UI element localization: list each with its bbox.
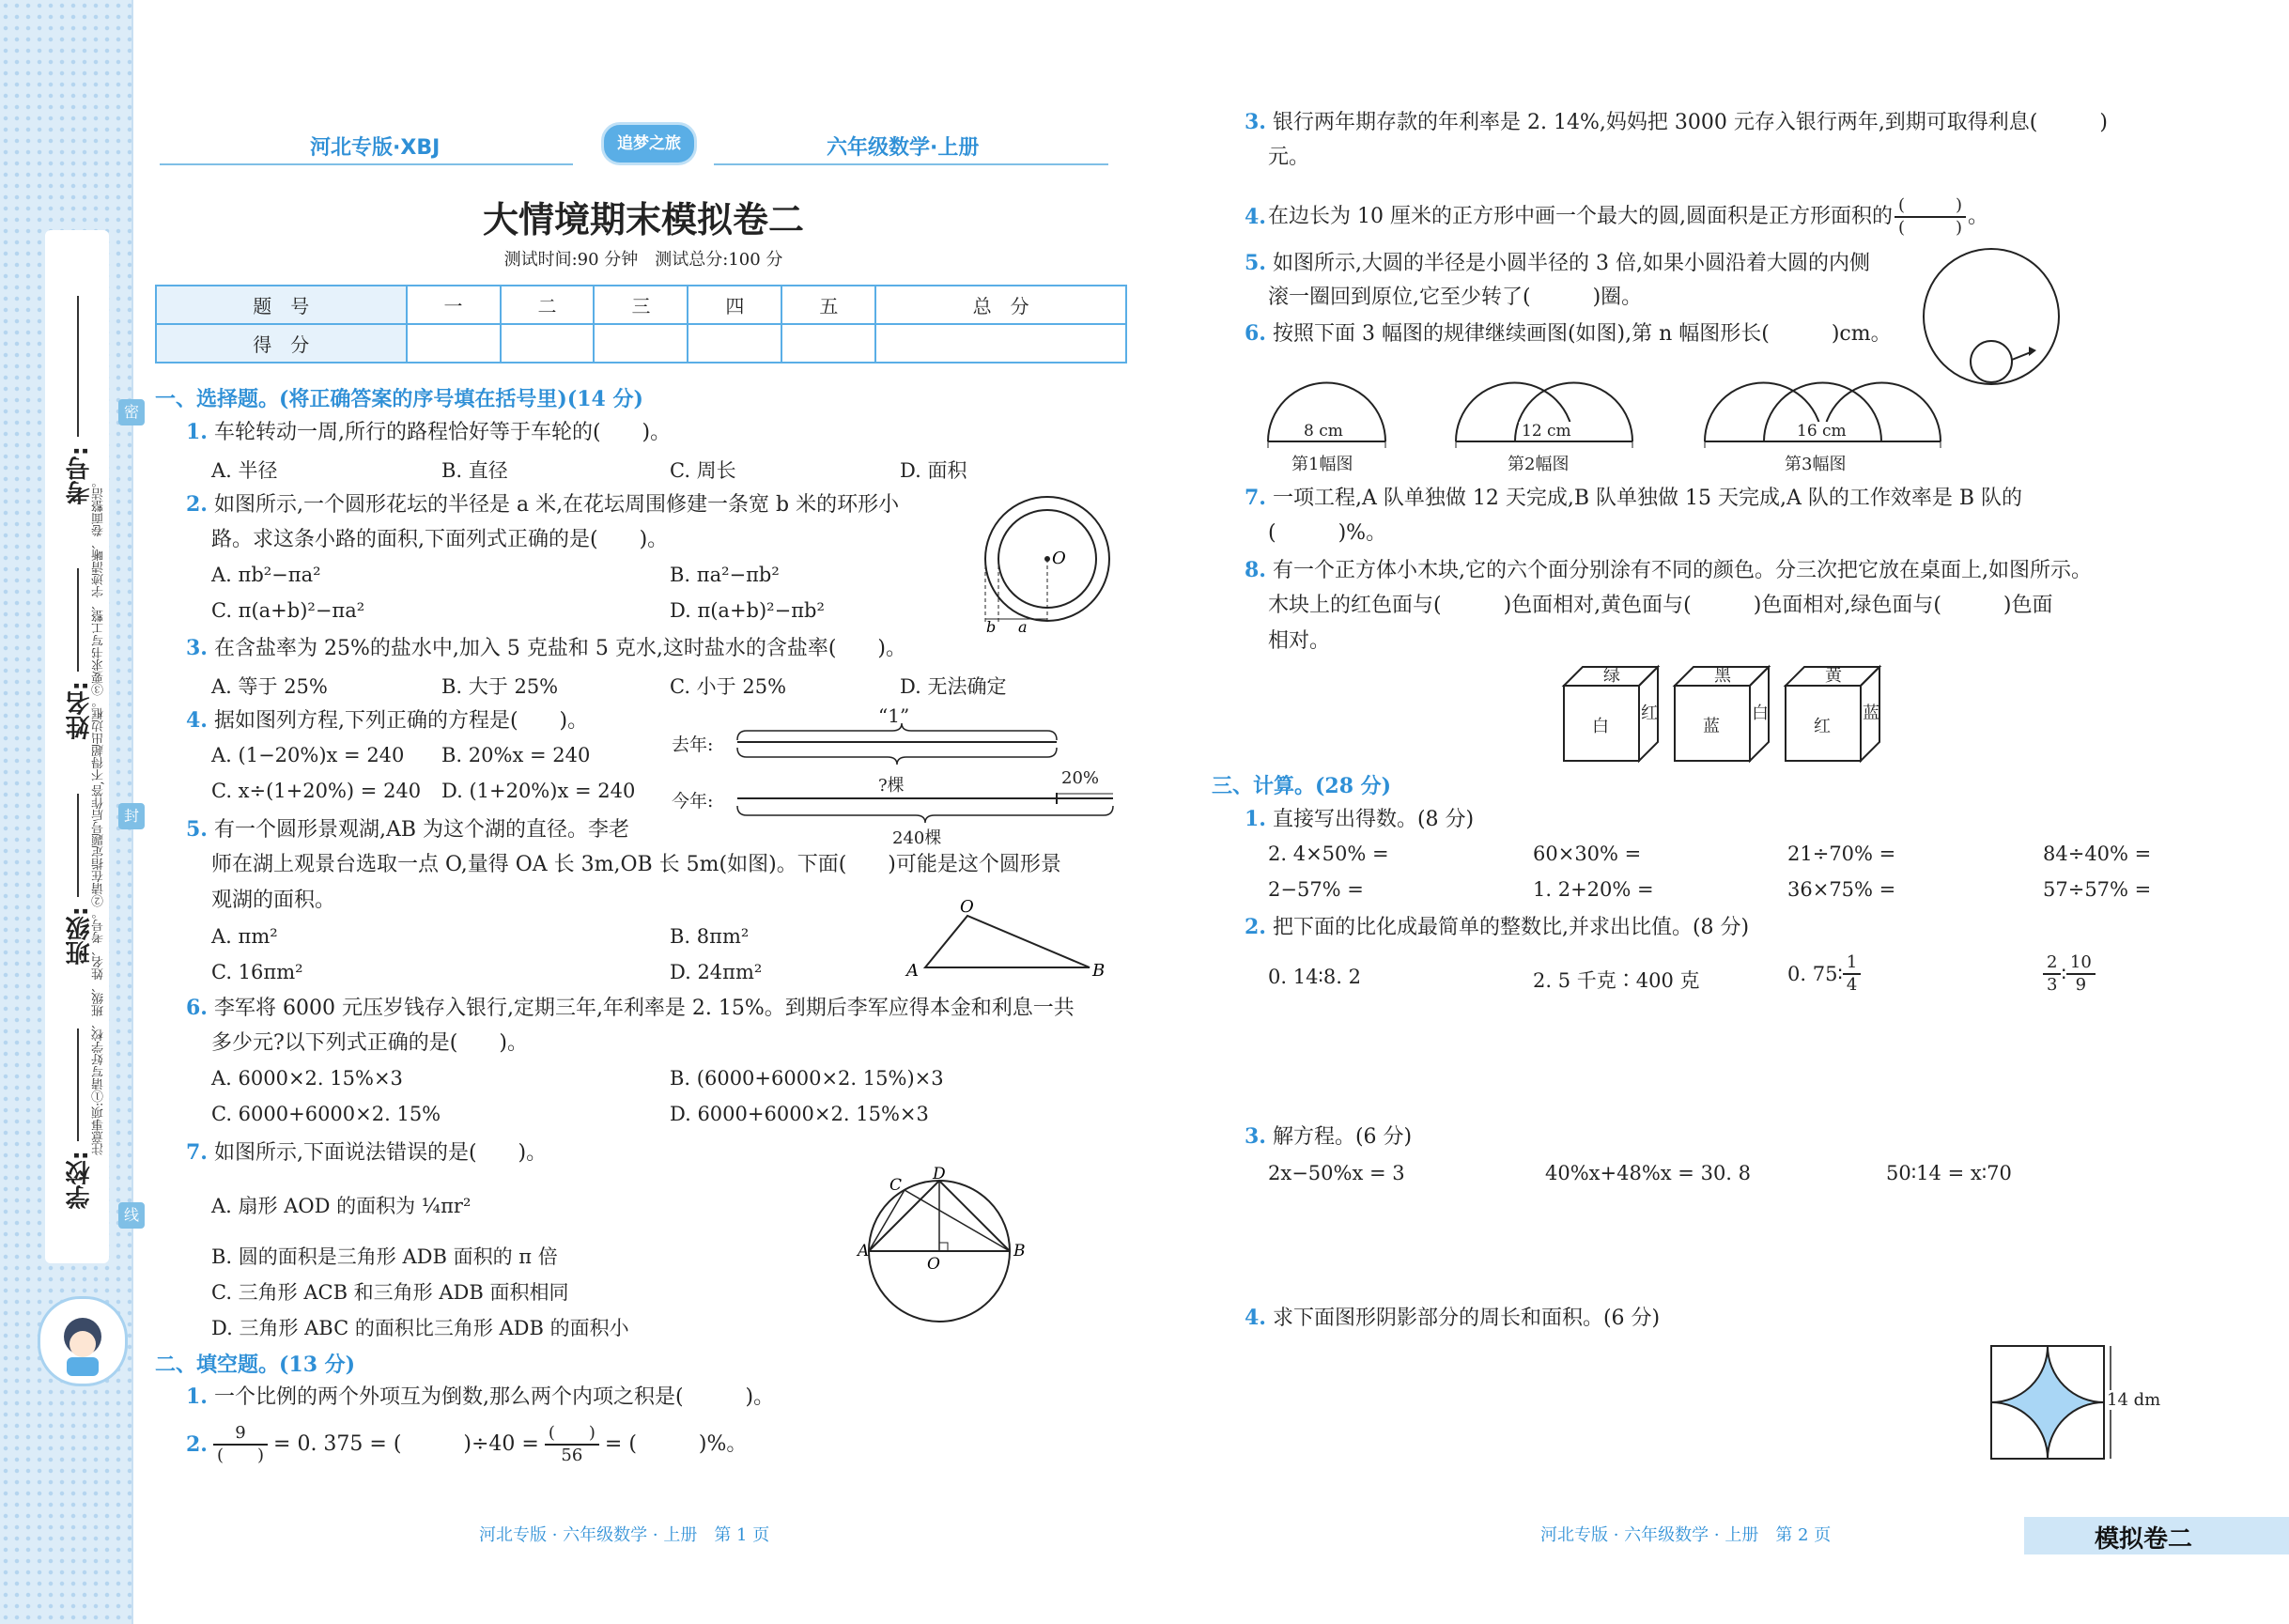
question-number: 3. (186, 636, 208, 660)
option-a[interactable]: A. πm² (211, 925, 278, 948)
school-field[interactable] (77, 1029, 79, 1141)
option-c[interactable]: C. 6000+6000×2. 15% (211, 1103, 441, 1125)
option-a[interactable]: A. (1−20%)x = 240 (211, 744, 405, 766)
fraction-answer[interactable] (1895, 195, 1966, 239)
option-b[interactable]: B. 大于 25% (441, 675, 559, 698)
question-text-cont: 元。 (1268, 146, 1310, 169)
denominator: 56 (561, 1446, 583, 1465)
numerator[interactable]: ( ) (545, 1423, 599, 1446)
paper-badge: 模拟卷二 (2095, 1525, 2193, 1554)
numerator: 10 (2066, 952, 2096, 975)
question-1-3 (186, 634, 906, 663)
header-rule-left (160, 163, 573, 165)
triangle-oab-diagram (902, 897, 1108, 982)
fig2-caption: 第2幅图 (1508, 455, 1570, 474)
question-text: 一个比例的两个外项互为倒数,那么两个内项之积是( )。 (213, 1385, 775, 1409)
option-a[interactable]: A. 扇形 AOD 的面积为 ¼πr² (211, 1195, 472, 1217)
denominator[interactable]: ( ) (1897, 218, 1962, 238)
calc-item: 2−57% = (1268, 878, 1364, 901)
option-b[interactable]: B. 20%x = 240 (441, 744, 591, 766)
name-field[interactable] (77, 568, 79, 672)
cube3-top: 黄 (1825, 666, 1842, 686)
option-b[interactable]: B. (6000+6000×2. 15%)×3 (670, 1067, 944, 1090)
svg-text:C: C (889, 1176, 903, 1195)
fraction (2066, 952, 2096, 996)
exam-no-field[interactable] (77, 296, 79, 437)
numerator[interactable]: ( ) (1895, 195, 1966, 218)
option-a[interactable]: A. πb²−πa² (211, 564, 321, 586)
option-b[interactable]: B. πa²−πb² (670, 564, 780, 586)
question-3-2 (1245, 913, 1749, 942)
option-a[interactable]: A. 等于 25% (211, 675, 328, 698)
question-text: 如图所示,一个圆形花坛的半径是 a 米,在花坛周围修建一条宽 b 米的环形小 (213, 493, 900, 517)
question-text: 直接写出得数。(8 分) (1272, 808, 1475, 831)
option-a[interactable]: A. 半径 (211, 459, 278, 482)
unknown-label: ?棵 (878, 776, 905, 796)
shaded-square-diagram (1987, 1341, 2118, 1463)
section-2-heading: 二、填空题。(13 分) (155, 1353, 356, 1377)
question-text: 把下面的比化成最简单的整数比,并求出比值。(8 分) (1272, 916, 1750, 939)
equation-item: 50∶14 = x∶70 (1886, 1162, 2012, 1184)
question-number: 4. (186, 708, 208, 733)
seal-feng: 封 (118, 803, 145, 829)
option-b[interactable]: B. 直径 (441, 459, 508, 482)
table-cell: 二 (501, 286, 595, 324)
denominator: 3 (2047, 975, 2058, 995)
question-text: 据如图列方程,下列正确的方程是( )。 (213, 709, 589, 733)
score-table-score-row (156, 324, 1126, 363)
footer-right: 河北专版 · 六年级数学 · 上册 第 2 页 (1540, 1525, 1832, 1545)
ratio-item (2043, 952, 2096, 996)
svg-text:B: B (1013, 1242, 1026, 1261)
question-number: 1. (1245, 807, 1266, 831)
question-text-cont: 滚一圈回到原位,它至少转了( )圈。 (1268, 286, 1643, 309)
equation-item: 2x−50%x = 3 (1268, 1162, 1405, 1184)
question-text: 李军将 6000 元压岁钱存入银行,定期三年,年利率是 2. 15%。到期后李军应得本金和利息一共 (213, 997, 1075, 1020)
question-3-1 (1245, 805, 1474, 834)
option-a[interactable]: A. 6000×2. 15%×3 (211, 1067, 403, 1090)
question-2-3 (1245, 108, 2108, 137)
grade-label: 六年级数学·上册 (827, 136, 980, 160)
option-d[interactable]: D. 6000+6000×2. 15%×3 (670, 1103, 929, 1125)
table-cell: 总 分 (875, 286, 1126, 324)
question-2-7 (1245, 484, 2022, 513)
seal-xian: 线 (118, 1202, 145, 1229)
question-2-1 (186, 1383, 774, 1412)
question-number: 7. (186, 1140, 208, 1165)
seal-mi: 密 (118, 399, 145, 425)
score-cell[interactable] (781, 324, 875, 363)
question-text-cont: 相对。 (1268, 629, 1331, 653)
table-cell: 一 (407, 286, 501, 324)
question-number: 1. (186, 420, 208, 444)
question-text: 。 (1968, 205, 1989, 228)
page-title: 大情境期末模拟卷二 (482, 199, 804, 240)
last-year-label: 去年: (672, 735, 714, 755)
question-text-cont: ( )%。 (1268, 521, 1387, 545)
mascot-icon (38, 1296, 128, 1386)
svg-text:O: O (1052, 549, 1066, 568)
page-subtitle: 测试时间:90 分钟 测试总分:100 分 (503, 250, 783, 270)
svg-text:O: O (960, 897, 974, 917)
question-text: 有一个正方体小木块,它的六个面分别涂有不同的颜色。分三次把它放在桌面上,如图所示。 (1272, 559, 2092, 582)
question-number: 8. (1245, 558, 1266, 582)
question-2-4 (1245, 195, 1988, 239)
exam-notes: 注意事项:①请写好学校、班级、姓名、考号。②请在指定题号后作答,不得超出边框。③要求书写工整、字迹清晰、卷面整洁。 (92, 475, 106, 1155)
cube3-front: 红 (1814, 717, 1831, 736)
numerator: 1 (1843, 952, 1861, 975)
question-text-cont: 多少元?以下列式正确的是( )。 (211, 1031, 528, 1055)
circle-triangle-diagram (858, 1165, 1029, 1329)
score-cell[interactable] (594, 324, 688, 363)
question-text: 银行两年期存款的年利率是 2. 14%,妈妈把 3000 元存入银行两年,到期可取得利息( ) (1272, 111, 2108, 134)
option-c[interactable]: C. 周长 (670, 459, 736, 482)
fraction (2043, 952, 2061, 996)
cube2-top: 黑 (1714, 666, 1731, 686)
score-table (155, 285, 1127, 363)
option-d[interactable]: D. 三角形 ABC 的面积比三角形 ADB 的面积小 (211, 1317, 629, 1339)
option-c[interactable]: C. 三角形 ACB 和三角形 ADB 面积相同 (211, 1281, 569, 1304)
calc-item: 84÷40% = (2043, 843, 2152, 865)
denominator: 4 (1846, 975, 1858, 995)
svg-text:D: D (933, 1165, 946, 1183)
dimension-label: 14 dm (2107, 1390, 2161, 1410)
question-text: 车轮转动一周,所行的路程恰好等于车轮的( )。 (213, 421, 672, 444)
question-number: 6. (1245, 321, 1266, 346)
question-3-3 (1245, 1122, 1412, 1152)
option-b[interactable]: B. 8πm² (670, 925, 750, 948)
question-2-6 (1245, 319, 1892, 348)
class-label: 班级: (66, 906, 94, 966)
question-text: 解方程。(6 分) (1272, 1125, 1413, 1149)
cube1-front: 白 (1592, 717, 1609, 736)
score-cell[interactable] (501, 324, 595, 363)
question-number: 5. (1245, 251, 1266, 275)
question-number: 2. (186, 1432, 208, 1457)
question-1-7 (186, 1138, 547, 1168)
score-cell[interactable] (688, 324, 781, 363)
school-label: 学校: (66, 1151, 94, 1210)
table-cell: 三 (594, 286, 688, 324)
question-number: 4. (1245, 1306, 1266, 1330)
question-1-6 (186, 994, 1075, 1023)
score-table-header-row (156, 286, 1126, 324)
svg-text:a: a (1018, 618, 1028, 636)
question-2-2 (186, 1423, 747, 1466)
question-1-1 (186, 418, 671, 447)
question-text-cont: 观湖的面积。 (211, 889, 336, 912)
fraction (1843, 952, 1861, 996)
question-text: 有一个圆形景观湖,AB 为这个湖的直径。李老 (213, 818, 630, 842)
question-1-4 (186, 706, 588, 735)
class-field[interactable] (77, 794, 79, 897)
svg-text:A: A (906, 961, 919, 981)
question-text: 如图所示,下面说法错误的是( )。 (213, 1141, 548, 1165)
ratio-prefix: 0. 75∶ (1787, 963, 1843, 985)
header-rule-right (714, 163, 1108, 165)
table-cell: 得 分 (156, 324, 407, 363)
fig1-caption: 第1幅图 (1291, 455, 1353, 474)
score-cell[interactable] (875, 324, 1126, 363)
question-number: 2. (186, 492, 208, 517)
ratio-colon: ∶ (2061, 963, 2066, 985)
question-2-8 (1245, 556, 2092, 585)
question-3-4 (1245, 1304, 1660, 1333)
question-text: 在含盐率为 25%的盐水中,加入 5 克盐和 5 克水,这时盐水的含盐率( )。 (213, 637, 906, 660)
svg-text:O: O (927, 1255, 940, 1274)
table-cell: 题 号 (156, 286, 407, 324)
question-number: 1. (186, 1384, 208, 1409)
question-1-2 (186, 490, 899, 519)
line-segment-diagram (672, 704, 1132, 855)
option-d[interactable]: D. 面积 (900, 459, 967, 482)
option-b[interactable]: B. 圆的面积是三角形 ADB 面积的 π 倍 (211, 1245, 558, 1268)
denominator: 9 (2075, 975, 2087, 995)
question-number: 3. (1245, 110, 1266, 134)
calc-item: 60×30% = (1533, 843, 1642, 865)
table-cell: 五 (781, 286, 875, 324)
fraction (213, 1423, 268, 1466)
option-d[interactable]: D. 无法确定 (900, 675, 1007, 698)
question-2-5 (1245, 249, 1870, 278)
name-label: 姓名: (66, 681, 94, 740)
question-number: 3. (1245, 1124, 1266, 1149)
numerator: 9 (213, 1423, 268, 1446)
calc-item: 1. 2+20% = (1533, 878, 1654, 901)
calc-item: 36×75% = (1787, 878, 1896, 901)
option-d[interactable]: D. (1+20%)x = 240 (441, 780, 636, 802)
semicircle-pattern-diagram (1263, 352, 1949, 474)
option-c[interactable]: C. 16πm² (211, 961, 303, 983)
cube2-front: 蓝 (1703, 717, 1720, 736)
option-c[interactable]: C. x÷(1+20%) = 240 (211, 780, 422, 802)
question-number: 4. (1245, 205, 1266, 229)
cube2-side: 白 (1752, 704, 1769, 723)
question-text-cont: 师在湖上观景台选取一点 O,量得 OA 长 3m,OB 长 5m(如图)。下面( )可能是这个圆形景 (211, 853, 1061, 876)
section-1-heading: 一、选择题。(将正确答案的序号填在括号里)(14 分) (155, 387, 643, 411)
denominator[interactable]: ( ) (216, 1446, 265, 1465)
svg-text:b: b (986, 618, 997, 636)
calc-item: 21÷70% = (1787, 843, 1896, 865)
ring-garden-diagram (977, 493, 1118, 634)
option-c[interactable]: C. π(a+b)²−πa² (211, 599, 365, 622)
option-d[interactable]: D. π(a+b)²−πb² (670, 599, 825, 622)
question-text: 一项工程,A 队单独做 12 天完成,B 队单独做 15 天完成,A 队的工作效率是 B 队的 (1272, 487, 2022, 510)
svg-text:A: A (858, 1242, 870, 1261)
edition-label: 河北专版·XBJ (310, 136, 441, 160)
ratio-item: 0. 14∶8. 2 (1268, 966, 1361, 988)
question-number: 5. (186, 817, 208, 842)
svg-text:B: B (1092, 961, 1106, 981)
ratio-item: 2. 5 千克∶400 克 (1533, 969, 1700, 992)
cube1-side: 红 (1641, 704, 1658, 723)
brand-logo: 追梦之旅 (601, 122, 697, 165)
fig3-caption: 第3幅图 (1785, 455, 1847, 474)
cubes-diagram (1564, 662, 1893, 766)
question-1-5 (186, 815, 629, 844)
question-number: 2. (1245, 915, 1266, 939)
question-text: = 0. 375 = ( )÷40 = (273, 1432, 539, 1456)
cube1-top: 绿 (1603, 666, 1620, 686)
question-text: 如图所示,大圆的半径是小圆半径的 3 倍,如果小圆沿着大圆的内侧 (1272, 252, 1870, 275)
cube3-side: 蓝 (1863, 704, 1879, 723)
equation-item: 40%x+48%x = 30. 8 (1545, 1162, 1752, 1184)
score-cell[interactable] (407, 324, 501, 363)
option-d[interactable]: D. 24πm² (670, 961, 763, 983)
question-text-cont: 路。求这条小路的面积,下面列式正确的是( )。 (211, 528, 669, 551)
calc-item: 2. 4×50% = (1268, 843, 1389, 865)
exam-no-label: 考号: (66, 446, 94, 505)
fraction (545, 1423, 599, 1466)
footer-left: 河北专版 · 六年级数学 · 上册 第 1 页 (479, 1525, 770, 1545)
question-text: = ( )%。 (604, 1432, 748, 1456)
option-c[interactable]: C. 小于 25% (670, 675, 787, 698)
ratio-item (1787, 952, 1861, 996)
numerator: 2 (2043, 952, 2061, 975)
percent-label: 20% (1061, 768, 1100, 788)
question-text: 按照下面 3 幅图的规律继续画图(如图),第 n 幅图形长( )cm。 (1272, 322, 1892, 346)
fig2-length: 12 cm (1519, 422, 1574, 441)
section-3-heading: 三、计算。(28 分) (1212, 774, 1392, 798)
fig1-length: 8 cm (1301, 422, 1346, 441)
total-label: 240棵 (892, 828, 942, 848)
question-text: 在边长为 10 厘米的正方形中画一个最大的圆,圆面积是正方形面积的 (1267, 205, 1893, 228)
question-number: 6. (186, 996, 208, 1020)
fig3-length: 16 cm (1794, 422, 1849, 441)
question-number: 7. (1245, 486, 1266, 510)
question-text-cont: 木块上的红色面与( )色面相对,黄色面与( )色面相对,绿色面与( )色面 (1268, 594, 2053, 617)
table-cell: 四 (688, 286, 781, 324)
question-text: 求下面图形阴影部分的周长和面积。(6 分) (1272, 1307, 1661, 1330)
calc-item: 57÷57% = (2043, 878, 2152, 901)
whole-label: “1” (878, 704, 910, 727)
this-year-label: 今年: (672, 791, 714, 812)
